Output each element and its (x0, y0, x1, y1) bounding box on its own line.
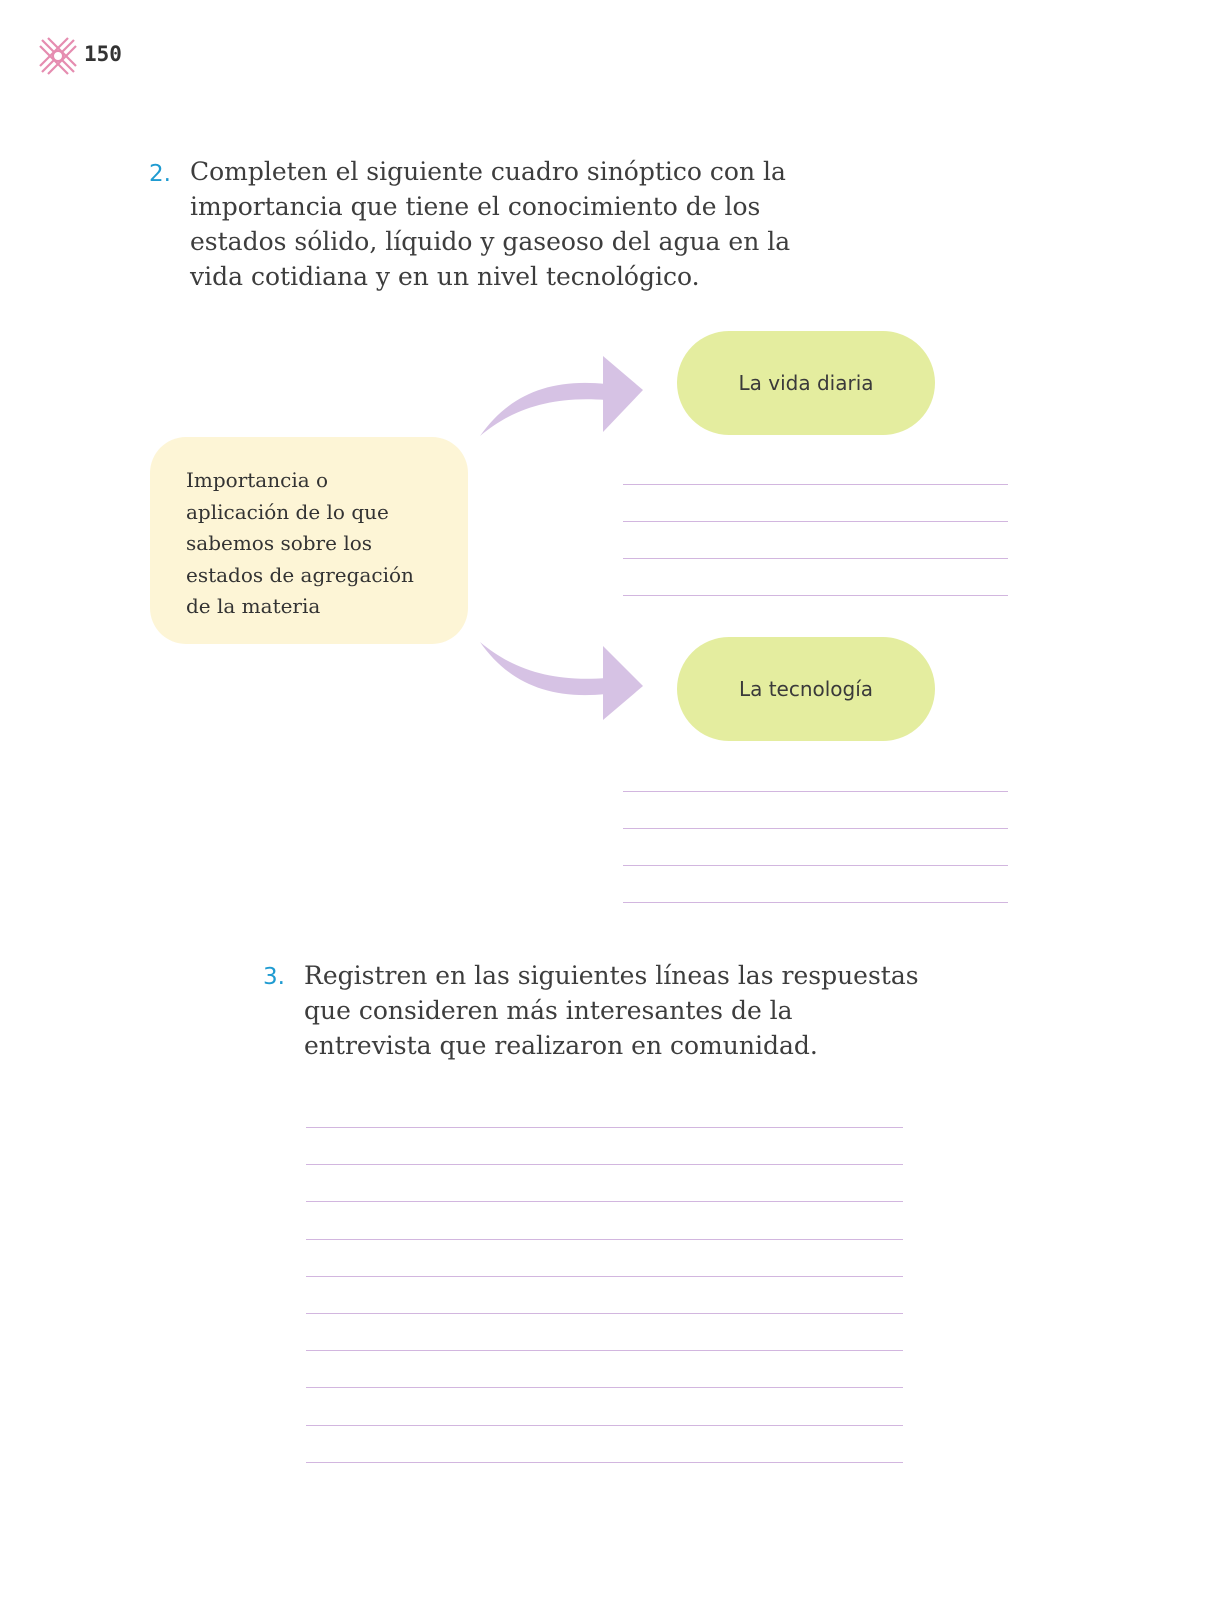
writing-line[interactable] (623, 484, 1008, 485)
main-box-line: sabemos sobre los (186, 531, 373, 555)
writing-line[interactable] (306, 1313, 903, 1314)
question-text-line: estados sólido, líquido y gaseoso del agua en la (190, 227, 791, 256)
writing-line[interactable] (623, 558, 1008, 559)
writing-line[interactable] (623, 865, 1008, 866)
branch-technology: La tecnología (677, 637, 935, 741)
question-text-line: Completen el siguiente cuadro sinóptico con la (190, 157, 786, 186)
main-box-line: de la materia (186, 594, 321, 618)
writing-line[interactable] (306, 1462, 903, 1463)
writing-line[interactable] (306, 1239, 903, 1240)
writing-line[interactable] (306, 1425, 903, 1426)
question-text-line: Registren en las siguientes líneas las respuestas (304, 961, 919, 990)
question-text-line: importancia que tiene el conocimiento de los (190, 192, 761, 221)
question-text-line: que consideren más interesantes de la (304, 996, 793, 1025)
writing-line[interactable] (623, 828, 1008, 829)
arrow-up-icon (478, 356, 648, 438)
writing-line[interactable] (306, 1276, 903, 1277)
writing-line[interactable] (623, 902, 1008, 903)
writing-line[interactable] (623, 791, 1008, 792)
question-text-line: entrevista que realizaron en comunidad. (304, 1031, 818, 1060)
main-box-line: Importancia o (186, 468, 329, 492)
writing-line[interactable] (306, 1164, 903, 1165)
question-number: 3. (263, 964, 285, 990)
arrow-down-icon (478, 640, 648, 722)
question-text-line: vida cotidiana y en un nivel tecnológico. (190, 262, 700, 291)
question-number: 2. (149, 161, 171, 187)
writing-line[interactable] (306, 1127, 903, 1128)
main-box-line: aplicación de lo que (186, 499, 389, 524)
pink-flower-icon (38, 36, 78, 76)
page-number: 150 (84, 42, 122, 66)
writing-line[interactable] (306, 1387, 903, 1388)
writing-line[interactable] (306, 1201, 903, 1202)
main-box-line: estados de agregación (186, 562, 414, 587)
writing-line[interactable] (306, 1350, 903, 1351)
writing-line[interactable] (623, 521, 1008, 522)
main-concept-box (150, 437, 468, 644)
writing-line[interactable] (623, 595, 1008, 596)
branch-daily-life: La vida diaria (677, 331, 935, 435)
